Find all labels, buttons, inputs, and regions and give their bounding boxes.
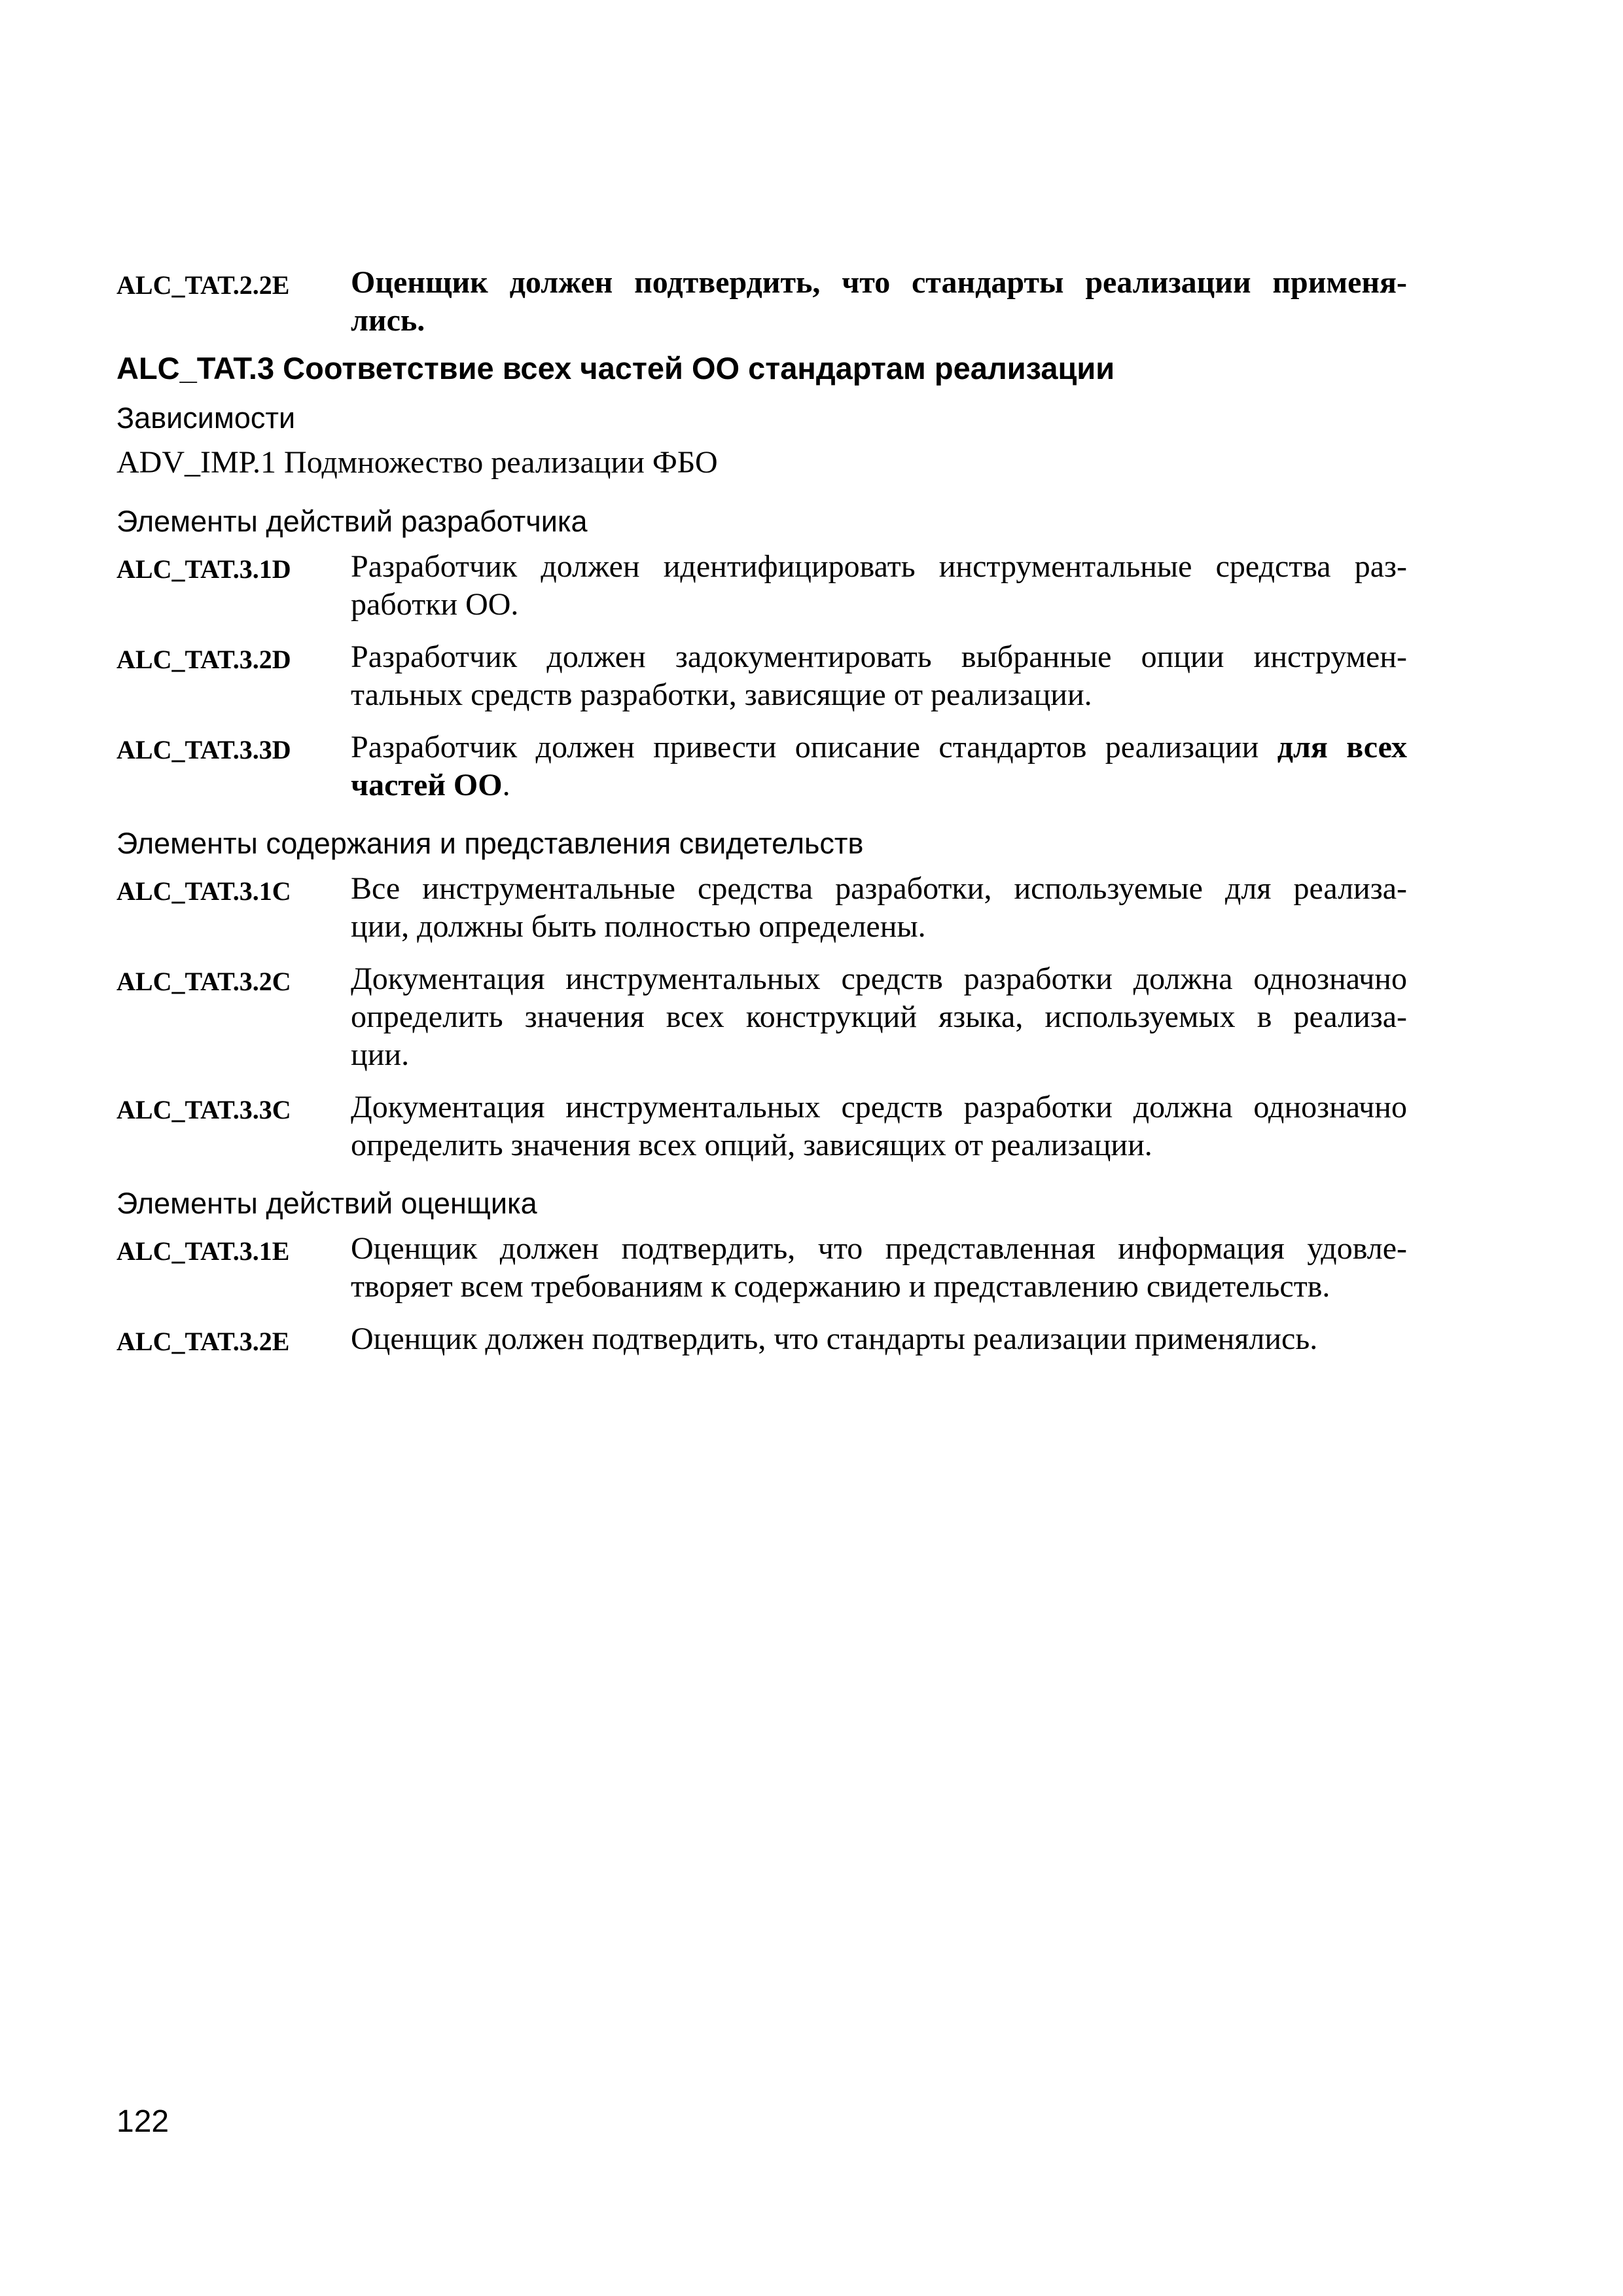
requirement-text-bold: для всех bbox=[1277, 730, 1408, 764]
requirement-item bbox=[116, 548, 1407, 624]
requirement-item bbox=[116, 638, 1407, 714]
requirement-text bbox=[351, 1088, 1407, 1164]
component-title: ALC_TAT.3 Соответствие всех частей ОО стандартам реализации bbox=[116, 351, 1115, 386]
requirement-text-line: творяет всем требованиям к содержанию и представлению свидетельств. bbox=[351, 1269, 1330, 1304]
requirement-text bbox=[351, 960, 1407, 1074]
requirement-id: ALC_TAT.3.3C bbox=[116, 1095, 291, 1124]
requirement-text-line: ции, должны быть полностью определены. bbox=[351, 909, 926, 944]
requirement-text bbox=[351, 638, 1407, 714]
requirement-item bbox=[116, 1088, 1407, 1164]
requirement-item bbox=[116, 1230, 1407, 1306]
requirement-id: ALC_TAT.3.1C bbox=[116, 876, 291, 906]
requirement-text-bold: частей ОО bbox=[351, 768, 503, 802]
requirement-text bbox=[351, 264, 1407, 340]
developer-actions-heading: Элементы действий разработчика bbox=[116, 505, 588, 538]
requirement-item bbox=[116, 728, 1407, 804]
requirement-text-line bbox=[351, 766, 1407, 804]
page-content bbox=[116, 264, 1407, 1361]
requirement-text-line: тальных средств разработки, зависящие от реализации. bbox=[351, 677, 1092, 712]
requirement-text-line: работки ОО. bbox=[351, 587, 519, 622]
requirement-text-line: Все инструментальные средства разработки, используемые для реализа- bbox=[351, 871, 1407, 906]
requirement-text bbox=[351, 1320, 1407, 1358]
requirement-item bbox=[116, 960, 1407, 1074]
requirement-item bbox=[116, 870, 1407, 946]
requirement-text-line bbox=[351, 728, 1407, 766]
requirement-text-line: Оценщик должен подтвердить, что стандарты реализации применя- bbox=[351, 265, 1407, 300]
requirement-text-line: Документация инструментальных средств разработки должна однозначно bbox=[351, 1090, 1407, 1124]
requirement-text bbox=[351, 548, 1407, 624]
requirement-id: ALC_TAT.3.1D bbox=[116, 554, 291, 584]
dependencies-heading: Зависимости bbox=[116, 401, 296, 435]
requirement-text-line: определить значения всех опций, зависящих от реализации. bbox=[351, 1128, 1152, 1162]
requirement-text-line: лись. bbox=[351, 303, 425, 338]
requirement-text-line: Разработчик должен идентифицировать инструментальные средства раз- bbox=[351, 549, 1407, 584]
dependencies-text: ADV_IMP.1 Подмножество реализации ФБО bbox=[116, 445, 718, 480]
requirement-text-plain: Разработчик должен привести описание стандартов реализации bbox=[351, 730, 1277, 764]
requirement-id: ALC_TAT.3.3D bbox=[116, 735, 291, 764]
requirement-text-line: Оценщик должен подтвердить, что стандарты реализации применялись. bbox=[351, 1321, 1318, 1356]
page-number: 122 bbox=[116, 2104, 169, 2139]
requirement-id: ALC_TAT.3.2C bbox=[116, 967, 291, 996]
requirement-text-line: Разработчик должен задокументировать выбранные опции инструмен- bbox=[351, 639, 1407, 674]
requirement-text-line: определить значения всех конструкций языка, используемых в реализа- bbox=[351, 999, 1407, 1034]
requirement-text-plain: . bbox=[502, 768, 510, 802]
requirement-id: ALC_TAT.3.2E bbox=[116, 1327, 290, 1356]
requirement-text-line: Оценщик должен подтвердить, что представленная информация удовле- bbox=[351, 1231, 1407, 1266]
requirement-item bbox=[116, 264, 1407, 340]
requirement-text bbox=[351, 870, 1407, 946]
requirement-id: ALC_TAT.2.2E bbox=[116, 270, 290, 300]
requirement-item bbox=[116, 1320, 1407, 1361]
requirement-text-line: Документация инструментальных средств разработки должна однозначно bbox=[351, 961, 1407, 996]
requirement-id: ALC_TAT.3.1E bbox=[116, 1236, 290, 1266]
requirement-text bbox=[351, 728, 1407, 804]
requirement-text-line: ции. bbox=[351, 1037, 410, 1072]
content-elements-heading: Элементы содержания и представления свидетельств bbox=[116, 827, 864, 860]
requirement-text bbox=[351, 1230, 1407, 1306]
evaluator-actions-heading: Элементы действий оценщика bbox=[116, 1187, 537, 1220]
requirement-id: ALC_TAT.3.2D bbox=[116, 645, 291, 674]
